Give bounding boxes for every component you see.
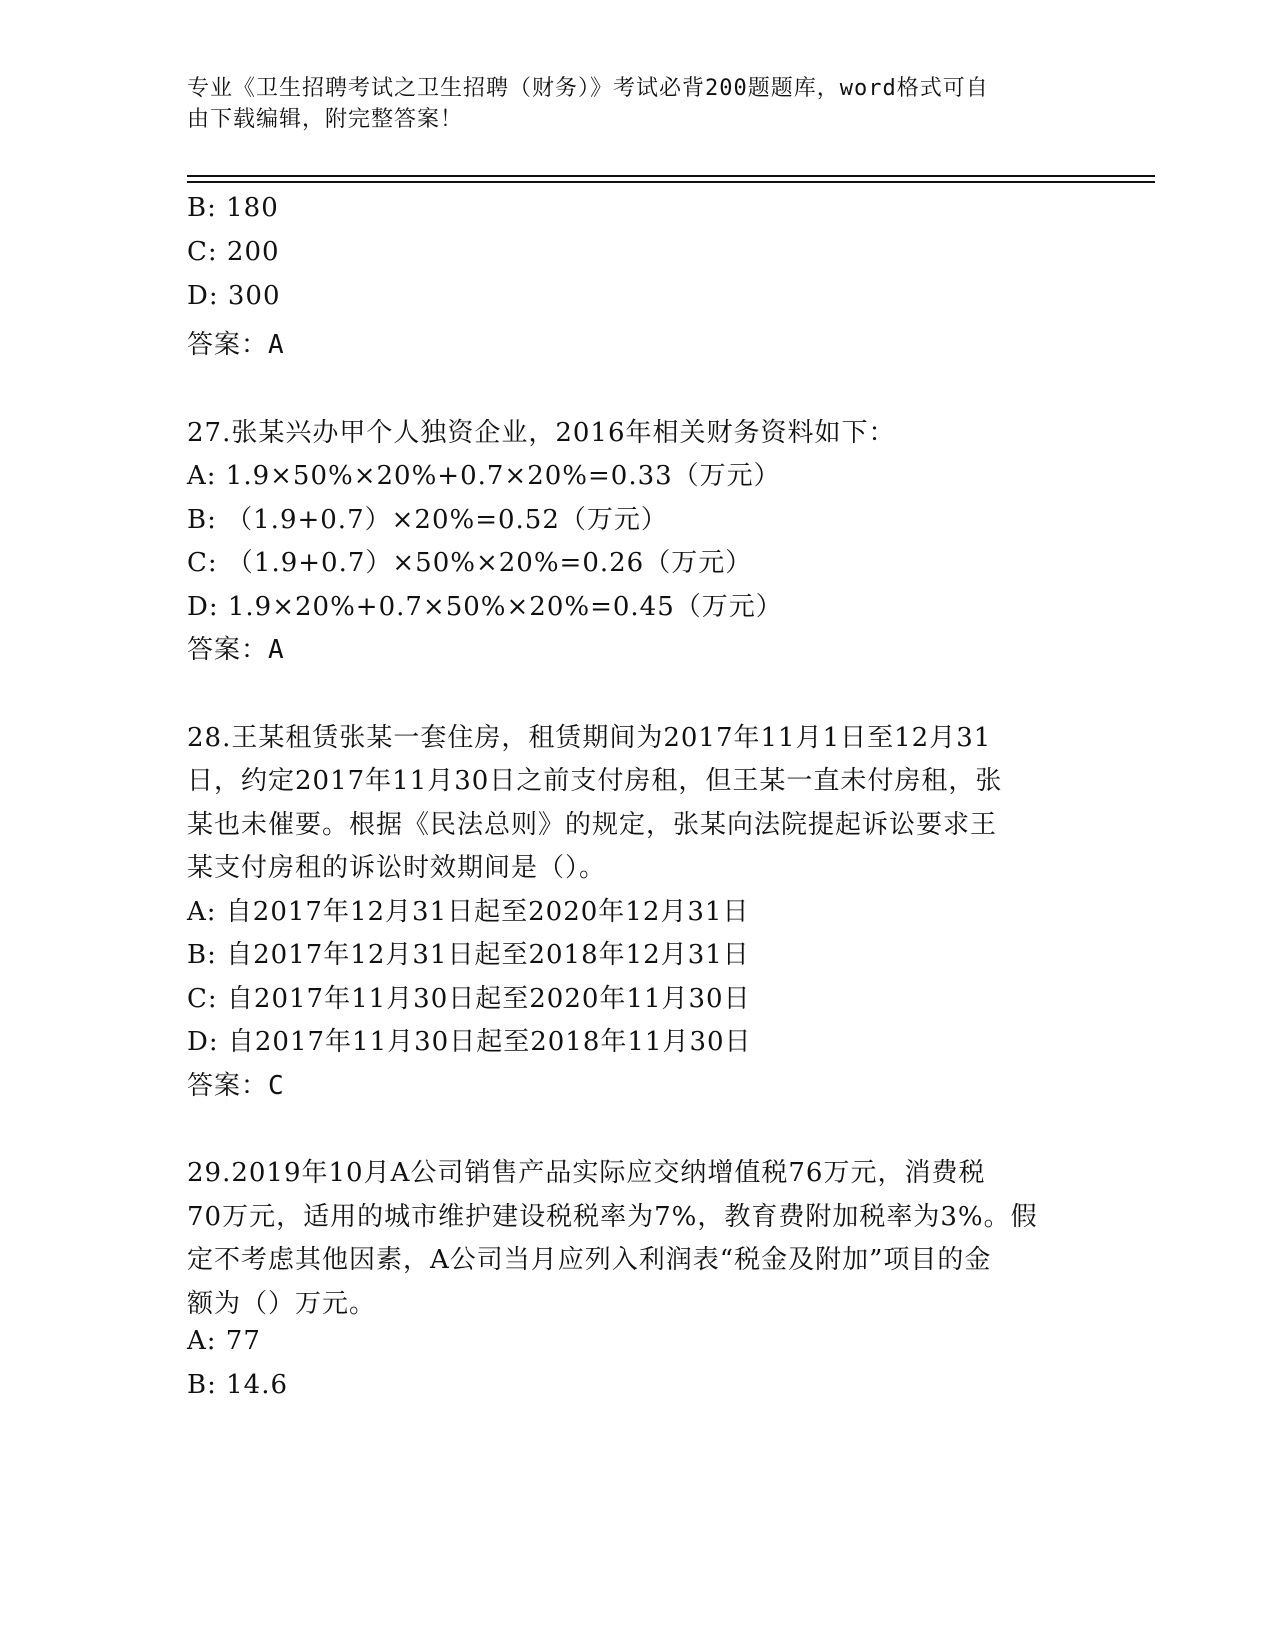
option-d: D: 自2017年11月30日起至2018年11月30日 [187,1027,752,1057]
option-b: B: 14.6 [187,1370,289,1400]
answer-line: 答案：C [187,1071,285,1101]
question-28-line-2: 日，约定2017年11月30日之前支付房租，但王某一直未付房租，张 [187,766,1003,796]
question-28-line-4: 某支付房租的诉讼时效期间是（）。 [187,853,607,883]
option-c: C: 200 [187,237,280,267]
option-c: C: （1.9+0.7）×50%×20%=0.26（万元） [187,548,753,578]
header-rule-top [187,175,1155,177]
option-d: D: 300 [187,281,281,311]
question-28-line-3: 某也未催要。根据《民法总则》的规定，张某向法院提起诉讼要求王 [187,810,998,840]
question-29-line-2: 70万元，适用的城市维护建设税税率为7%，教育费附加税率为3%。假 [187,1202,1038,1232]
answer-line: 答案：A [187,330,285,360]
option-d: D: 1.9×20%+0.7×50%×20%=0.45（万元） [187,592,783,622]
header-title-line-2: 由下载编辑，附完整答案！ [187,107,464,132]
option-b: B: （1.9+0.7）×20%=0.52（万元） [187,505,668,535]
document-header [187,73,1067,135]
header-rule-bottom [187,181,1155,183]
question-29-line-4: 额为（）万元。 [187,1289,377,1319]
option-a: A: 1.9×50%×20%+0.7×20%=0.33（万元） [187,461,781,491]
option-b: B: 自2017年12月31日起至2018年12月31日 [187,940,750,970]
option-b: B: 180 [187,193,279,223]
question-27: 27.张某兴办甲个人独资企业，2016年相关财务资料如下： [187,418,896,448]
option-c: C: 自2017年11月30日起至2020年11月30日 [187,984,751,1014]
option-a: A: 77 [187,1326,261,1356]
question-28-line-1: 28.王某租赁张某一套住房，租赁期间为2017年11月1日至12月31 [187,723,992,753]
answer-line: 答案：A [187,635,285,665]
question-29-line-3: 定不考虑其他因素，A公司当月应列入利润表“税金及附加”项目的金 [187,1245,992,1275]
header-title-line-1: 专业《卫生招聘考试之卫生招聘（财务）》考试必背200题题库，word格式可自 [187,76,989,101]
question-29-line-1: 29.2019年10月A公司销售产品实际应交纳增值税76万元，消费税 [187,1158,986,1188]
option-a: A: 自2017年12月31日起至2020年12月31日 [187,897,750,927]
